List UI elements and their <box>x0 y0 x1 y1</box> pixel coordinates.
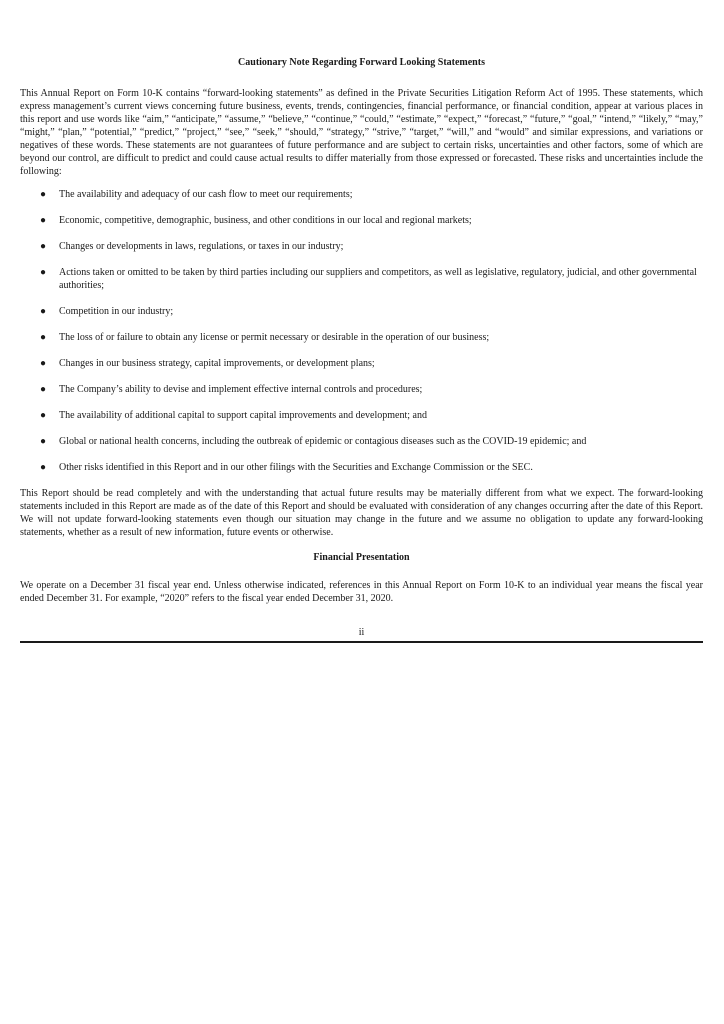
page-number: ii <box>358 627 365 638</box>
bullet-icon: ● <box>40 306 47 317</box>
risk-text: The loss of or failure to obtain any license or permit necessary or desirable in the operation of our business; <box>59 332 490 343</box>
bullet-icon: ● <box>40 410 47 421</box>
list-item <box>20 188 703 201</box>
bullet-icon: ● <box>40 189 47 200</box>
list-item <box>20 435 703 448</box>
bullet-icon: ● <box>40 215 47 226</box>
footer-divider <box>20 641 703 643</box>
list-item <box>20 214 703 227</box>
risk-text: Changes in our business strategy, capital improvements, or development plans; <box>59 358 375 369</box>
risk-factor-list <box>20 188 703 474</box>
risk-text: Competition in our industry; <box>59 306 174 317</box>
list-item <box>20 409 703 422</box>
risk-text: Economic, competitive, demographic, business, and other conditions in our local and regional markets; <box>59 215 472 226</box>
section-title-forward-looking: Cautionary Note Regarding Forward Looking Statements <box>238 57 485 68</box>
document-page <box>20 52 703 643</box>
risk-text: The availability of additional capital to support capital improvements and development; and <box>59 410 427 421</box>
list-item <box>20 266 703 292</box>
bullet-icon: ● <box>40 332 47 343</box>
list-item <box>20 331 703 344</box>
bullet-icon: ● <box>40 358 47 369</box>
bullet-icon: ● <box>40 241 47 252</box>
risk-text: Other risks identified in this Report and in our other filings with the Securities and Exchange Commission or the SEC. <box>59 462 533 473</box>
bullet-icon: ● <box>40 462 47 473</box>
bullet-icon: ● <box>40 384 47 395</box>
risk-text: Global or national health concerns, including the outbreak of epidemic or contagious diseases such as the COVID-19 epidemic; and <box>59 436 587 447</box>
list-item <box>20 240 703 253</box>
intro-paragraph: This Annual Report on Form 10-K contains “forward-looking statements” as defined in the Private Securities Litigation Reform Act of 1995. These statements, which express management’s current views concerning future business, events, trends, contingencies, financial performance, or financial condition, appear at various places in this report and use words like “aim,” “anticipate,” “assume,” “believe,” “continue,” “could,” “estimate,” “expect,” “forecast,” “future,” “goal,” “intend,” “likely,” “may,” “might,” “plan,” “potential,” “predict,” “project,” “see,” “seek,” “should,” “strategy,” “strive,” “target,” “will,” and “would” and similar expressions, and variations or negatives of these words. These statements are not guarantees of future performance and are subject to certain risks, uncertainties and other factors, some of which are beyond our control, are difficult to predict and could cause actual results to differ materially from those expressed or forecasted. These risks and uncertainties include the following: <box>20 88 703 177</box>
list-item <box>20 461 703 474</box>
risk-text: Actions taken or omitted to be taken by third parties including our suppliers and competitors, as well as legislative, regulatory, judicial, and other governmental authorities; <box>59 267 697 291</box>
list-item <box>20 357 703 370</box>
financial-presentation-paragraph: We operate on a December 31 fiscal year end. Unless otherwise indicated, references in this Annual Report on Form 10-K to an individual year means the fiscal year ended December 31. For example, “2020” refers to the fiscal year ended December 31, 2020. <box>20 580 703 604</box>
bullet-icon: ● <box>40 267 47 278</box>
section-title-financial-presentation: Financial Presentation <box>313 552 410 563</box>
list-item <box>20 383 703 396</box>
risk-text: The availability and adequacy of our cash flow to meet our requirements; <box>59 189 353 200</box>
risk-text: The Company’s ability to devise and implement effective internal controls and procedures; <box>59 384 423 395</box>
list-item <box>20 305 703 318</box>
closing-paragraph: This Report should be read completely and with the understanding that actual future results may be materially different from what we expect. The forward-looking statements included in this Report are made as of the date of this Report and should be evaluated with consideration of any changes occurring after the date of this Report. We will not update forward-looking statements even though our situation may change in the future and we assume no obligation to update any forward-looking statements, whether as a result of new information, future events or otherwise. <box>20 488 703 538</box>
risk-text: Changes or developments in laws, regulations, or taxes in our industry; <box>59 241 344 252</box>
bullet-icon: ● <box>40 436 47 447</box>
